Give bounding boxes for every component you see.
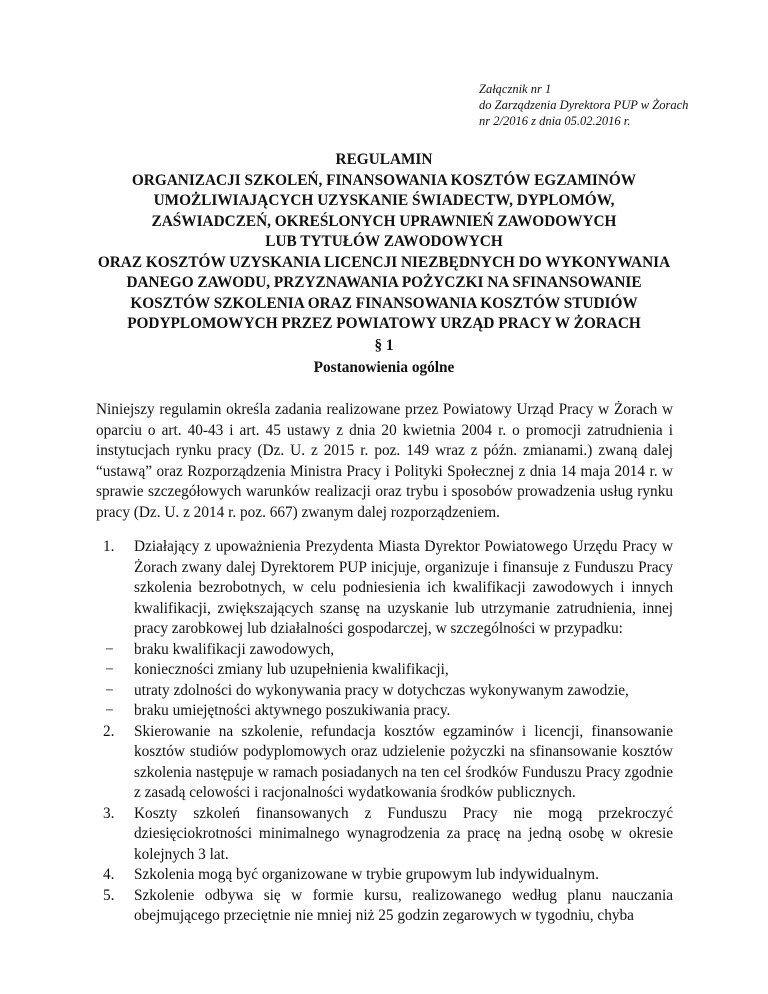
annex-line-2: do Zarządzenia Dyrektora PUP w Żorach	[479, 98, 689, 112]
annex-note	[479, 81, 688, 129]
list-item	[103, 660, 673, 681]
list-item-text: Szkolenia mogą być organizowane w trybie grupowym lub indywidualnym.	[134, 866, 599, 883]
list-item	[103, 681, 673, 702]
list-item-text: utraty zdolności do wykonywania pracy w dotychczas wykonywanym zawodzie,	[134, 681, 629, 699]
title-line: ZAŚWIADCZEŃ, OKREŚLONYCH UPRAWNIEŃ ZAWODOWYCH	[151, 212, 617, 230]
title-line: UMOŻLIWIAJĄCYCH UZYSKANIE ŚWIADECTW, DYPLOMÓW,	[153, 192, 615, 209]
list-item-dash: −	[105, 640, 114, 658]
list-item-number: 1.	[103, 538, 115, 555]
title-line: LUB TYTUŁÓW ZAWODOWYCH	[265, 233, 503, 250]
list-item	[103, 865, 673, 886]
provisions-list	[103, 537, 673, 927]
list-item-text: Skierowanie na szkolenie, refundacja kosztów egzaminów i licencji, finansowanie kosztów studiów podyplomowych oraz udzielenie pożyczki na sfinansowanie kosztów szkolenia następuje w ramach posiadanych na ten cel środków Funduszu Pracy zgodnie z zasadą celowości i racjonalności wydatkowania środków publicznych.	[134, 722, 673, 801]
document-title	[96, 150, 672, 335]
list-item-text: Działający z upoważnienia Prezydenta Miasta Dyrektor Powiatowego Urzędu Pracy w Żorach zwany dalej Dyrektorem PUP inicjuje, organizuje i finansuje z Funduszu Pracy szkolenia bezrobotnych, w celu podniesienia ich kwalifikacji zawodowych i innych kwalifikacji, zwiększających szansę na uzyskanie lub utrzymanie zatrudnienia, innej pracy zarobkowej lub działalności gospodarczej, w szczególności w przypadku:	[134, 538, 673, 637]
intro-paragraph: Niniejszy regulamin określa zadania realizowane przez Powiatowy Urząd Pracy w Żorach w oparciu o art. 40-43 i art. 45 ustawy z dnia 20 kwietnia 2004 r. o promocji zatrudnienia i instytucjach rynku pracy (Dz. U. z 2015 r. poz. 149 wraz z późn. zmianami.) zwaną dalej “ustawą” oraz Rozporządzenia Ministra Pracy i Polityki Społecznej z dnia 14 maja 2014 r. w sprawie szczegółowych warunków realizacji oraz trybu i sposobów prowadzenia usług rynku pracy (Dz. U. z 2014 r. poz. 667) zwanym dalej rozporządzeniem.	[96, 401, 673, 521]
title-line: KOSZTÓW SZKOLENIA ORAZ FINANSOWANIA KOSZTÓW STUDIÓW	[130, 294, 638, 312]
list-item-text: Szkolenie odbywa się w formie kursu, realizowanego według planu nauczania obejmującego przeciętnie nie mniej niż 25 godzin zegarowych w tygodniu, chyba	[134, 886, 673, 924]
list-item-number: 3.	[103, 804, 115, 822]
list-item-dash: −	[105, 661, 114, 678]
list-item-text: braku umiejętności aktywnego poszukiwania pracy.	[134, 702, 451, 719]
title-line: PODYPLOMOWYCH PRZEZ POWIATOWY URZĄD PRACY W ŻORACH	[127, 315, 641, 332]
list-item	[103, 640, 673, 661]
list-item-number: 2.	[103, 722, 115, 740]
title-line: ORGANIZACJI SZKOLEŃ, FINANSOWANIA KOSZTÓW EGZAMINÓW	[131, 171, 637, 189]
list-item-dash: −	[105, 702, 114, 719]
list-item	[103, 537, 673, 640]
title-line: REGULAMIN	[335, 151, 433, 168]
list-item-text: Koszty szkoleń finansowanych z Funduszu Pracy nie mogą przekroczyć dziesięciokrotności minimalnego wynagrodzenia za pracę na jedną osobę w okresie kolejnych 3 lat.	[134, 804, 673, 863]
list-item-number: 4.	[103, 866, 115, 883]
annex-line-1: Załącznik nr 1	[479, 82, 552, 96]
list-item	[103, 886, 673, 927]
annex-line-3: nr 2/2016 z dnia 05.02.2016 r.	[479, 114, 631, 128]
section-heading: Postanowienia ogólne	[313, 359, 455, 376]
section-number: § 1	[374, 337, 394, 354]
list-item	[103, 722, 673, 804]
list-item-text: braku kwalifikacji zawodowych,	[134, 640, 335, 658]
list-item-dash: −	[105, 681, 114, 699]
title-line: ORAZ KOSZTÓW UZYSKANIA LICENCJI NIEZBĘDNYCH DO WYKONYWANIA	[97, 253, 671, 271]
title-line: DANEGO ZAWODU, PRZYZNAWANIA POŻYCZKI NA SFINANSOWANIE	[126, 274, 642, 291]
list-item	[103, 804, 673, 866]
list-item-number: 5.	[103, 886, 115, 904]
list-item-text: konieczności zmiany lub uzupełnienia kwalifikacji,	[134, 661, 449, 678]
list-item	[103, 701, 673, 722]
